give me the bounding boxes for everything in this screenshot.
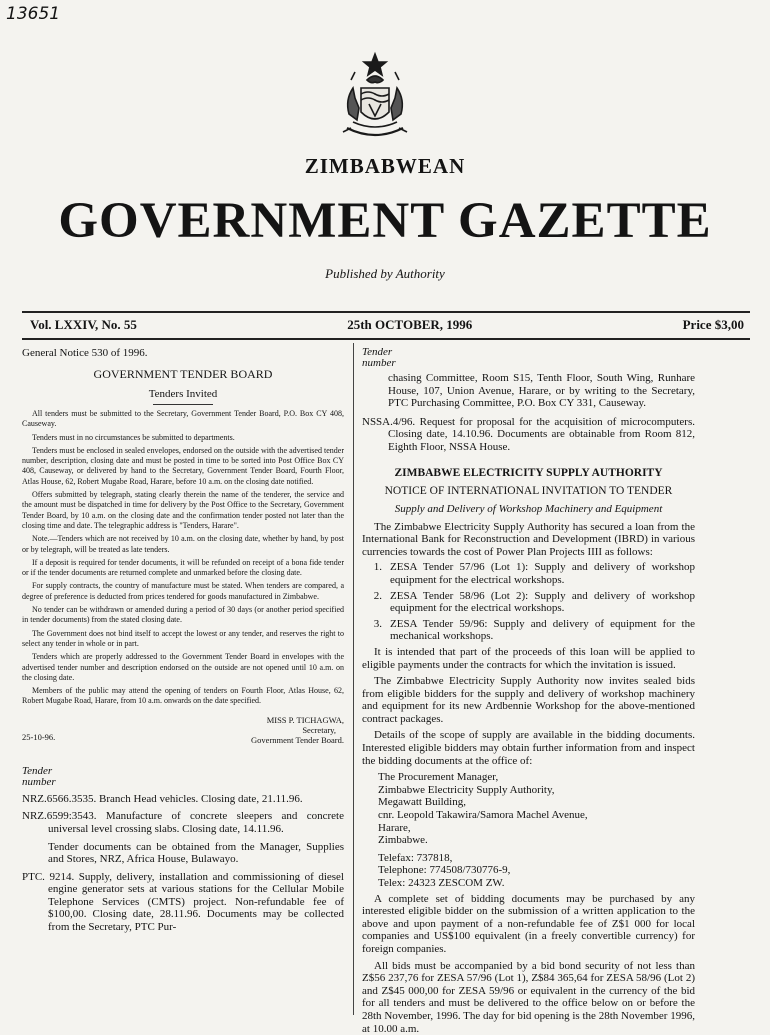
gazette-title: GOVERNMENT GAZETTE <box>58 193 712 249</box>
signatory-role: Secretary, <box>302 724 336 735</box>
issue-date: 25th OCTOBER, 1996 <box>347 317 473 332</box>
list-item: 2. ZESA Tender 58/96 (Lot 2): Supply and delivery of workshop equipment for the electrical workshops. <box>373 589 695 615</box>
body-para: The Zimbabwe Electricity Supply Authority now invites sealed bids from eligible bidders for the supply and delivery of workshop machinery and equipment for its new Ardbennie Workshop for the above-mentioned contract packages. <box>362 675 695 725</box>
tender-entry: NRZ.6599:3543. Manufacture of concrete sleepers and concrete universal level crossing slabs. Closing date, 14.11.96. <box>22 810 344 835</box>
masthead-rule-top <box>22 311 750 313</box>
tender-entry: Tender documents can be obtained from the Manager, Supplies and Stores, NRZ, Africa House, Bulawayo. <box>48 840 344 866</box>
published-by: Published by Authority <box>325 266 445 281</box>
body-para: It is intended that part of the proceeds of this loan will be applied to eligible payments under the contracts for which the invitation is issued. <box>362 645 695 671</box>
heading-rule <box>153 404 213 405</box>
tender-entry: chasing Committee, Room S15, Tenth Floor, South Wing, Runhare House, 107, Union Avenue, Harare, or by writing to the Secretary, PTC Purchasing Committee, P.O. Box CY 331, Causeway. <box>388 372 695 410</box>
column-divider <box>353 343 354 1015</box>
procurement-address: The Procurement Manager, Zimbabwe Electricity Supply Authority, Megawatt Building, cnr. Leopold Takawira/Samora Machel Avenue, Harare, Zimbabwe. <box>378 771 588 847</box>
general-notice: General Notice 530 of 1996. <box>22 347 148 359</box>
tender-para: Tenders must in no circumstances be submitted to departments. <box>32 432 235 442</box>
tender-entry: NSSA.4/96. Request for proposal for the acquisition of microcomputers. Closing date, 14.10.96. Documents are obtainable from Room 812, Eighth Floor, NSSA House. <box>362 415 695 453</box>
tender-number-label: Tender number <box>22 764 56 788</box>
issue-line <box>30 317 744 333</box>
tender-para: For supply contracts, the country of manufacture must be stated. When tenders are compared, a degree of preference is deducted from prices tendered for goods manufactured in Zimbabwe. <box>22 581 344 601</box>
supply-heading: Supply and Delivery of Workshop Machinery and Equipment <box>394 502 663 515</box>
tender-para: Tenders which are properly addressed to the Government Tender Board in envelopes with the advertised tender number and description endorsed on the outside are not opened until 10 a.m. on the closing date. <box>22 652 344 682</box>
tender-number-label: Tender number <box>362 346 396 369</box>
coat-of-arms-icon <box>331 50 419 150</box>
body-para: Details of the scope of supply are available in the bidding documents. Interested eligible bidders may obtain further information from and inspect the bidding documents at the office of: <box>362 729 695 767</box>
contact-details: Telefax: 737818, Telephone: 774508/730776-9, Telex: 24323 ZESCOM ZW. <box>378 851 511 889</box>
notice-date: 25-10-96. <box>22 731 56 742</box>
tender-para: Members of the public may attend the opening of tenders on Fourth Floor, Atlas House, 62, Robert Mugabe Road, Harare, from 10 a.m. onwards on the date specified. <box>22 686 344 706</box>
issue-volume: Vol. LXXIV, No. 55 <box>30 317 137 332</box>
tender-para: If a deposit is required for tender documents, it will be refunded on receipt of a bona fide tender or if the tender documents are returned complete and unmarked before the closing date. <box>22 557 344 578</box>
body-para: All bids must be accompanied by a bid bond security of not less than Z$56 237,76 for ZESA 57/96 (Lot 1), Z$84 365,64 for ZESA 58/96 (Lot 2) and Z$45 000,00 for ZESA 59/96 or equivalent in the currency of the bid for all tenders and must be delivered to the office below on or before the 28th November, 1996. The day for bid opening is the 28th November 1996, at 10.00 a.m. <box>362 959 695 1035</box>
masthead-rule-bottom <box>22 338 750 340</box>
right-column <box>362 347 695 1035</box>
tender-entry: NRZ.6566.3535. Branch Head vehicles. Closing date, 21.11.96. <box>22 792 303 805</box>
signatory-org: Government Tender Board. <box>251 734 344 745</box>
issue-price: Price $3,00 <box>682 317 744 332</box>
tender-para: All tenders must be submitted to the Secretary, Government Tender Board, P.O. Box CY 408, Causeway. <box>22 409 344 429</box>
tender-entry: PTC. 9214. Supply, delivery, installation and commissioning of diesel engine generator sets at various stations for the Cellular Mobile Telephone Services (CMTS) project. Non-refundable fee of $100,00. Closing date, 28.11.96. Documents may be collected from the Secretary, PTC Pur- <box>22 870 344 934</box>
tender-para: Offers submitted by telegraph, stating clearly therein the name of the tenderer, the service and the amount must be dispatched in time for delivery by the Post Office to the Secretary, Government Tender Board, by 10 a.m. on the closing date and the confirmation tender posted not later than the closing time and date. The telegraphic address is "Tenders, Harare". <box>22 490 344 530</box>
tender-list <box>362 561 695 643</box>
body-para: A complete set of bidding documents may be purchased by any interested eligible bidder on the submission of a written application to the above and upon payment of a non-refundable fee of Z$1 000 for local companies and US$100 equivalent (in a freely convertible currency) for foreign companies. <box>362 892 695 955</box>
body-para: The Zimbabwe Electricity Supply Authority has secured a loan from the International Bank for Reconstruction and Development (IBRD) in various currencies towards the cost of Power Plan Projects IIII as follows: <box>362 520 695 558</box>
list-item: 3. ZESA Tender 59/96: Supply and delivery of equipment for the mechanical workshops. <box>373 617 695 643</box>
left-column <box>22 347 344 934</box>
invitation-heading: NOTICE OF INTERNATIONAL INVITATION TO TENDER <box>384 484 673 497</box>
signatory-name: MISS P. TICHAGWA, <box>266 714 344 725</box>
tender-board-heading: GOVERNMENT TENDER BOARD <box>93 367 273 381</box>
tenders-invited-heading: Tenders Invited <box>148 388 218 400</box>
gazette-nation: ZIMBABWEAN <box>304 154 466 178</box>
tender-para: The Government does not bind itself to accept the lowest or any tender, and reserves the right to select any tender in whole or in part. <box>22 628 344 648</box>
handwritten-number: 13651 <box>6 4 61 24</box>
tender-para: Tenders must be enclosed in sealed envelopes, endorsed on the outside with the advertised tender number, description, closing date and must be posted in time to be sorted into Post Office Box CY 408, Causeway, or delivered by hand to the Secretary, Government Tender Board, Fourth Floor, Atlas House, 62, Robert Mugabe Road, Harare, before 10 a.m. on the closing date notified. <box>22 445 344 486</box>
zesa-heading: ZIMBABWE ELECTRICITY SUPPLY AUTHORITY <box>394 466 663 479</box>
list-item: 1. ZESA Tender 57/96 (Lot 1): Supply and delivery of workshop equipment for the electrical workshops. <box>373 561 695 586</box>
tender-para: Note.—Tenders which are not received by 10 a.m. on the closing date, whether by hand, by post or by telegraph, will be treated as late tenders. <box>22 534 344 554</box>
tender-para: No tender can be withdrawn or amended during a period of 30 days (or another period specified in tender documents) from the stated closing date. <box>22 605 344 625</box>
